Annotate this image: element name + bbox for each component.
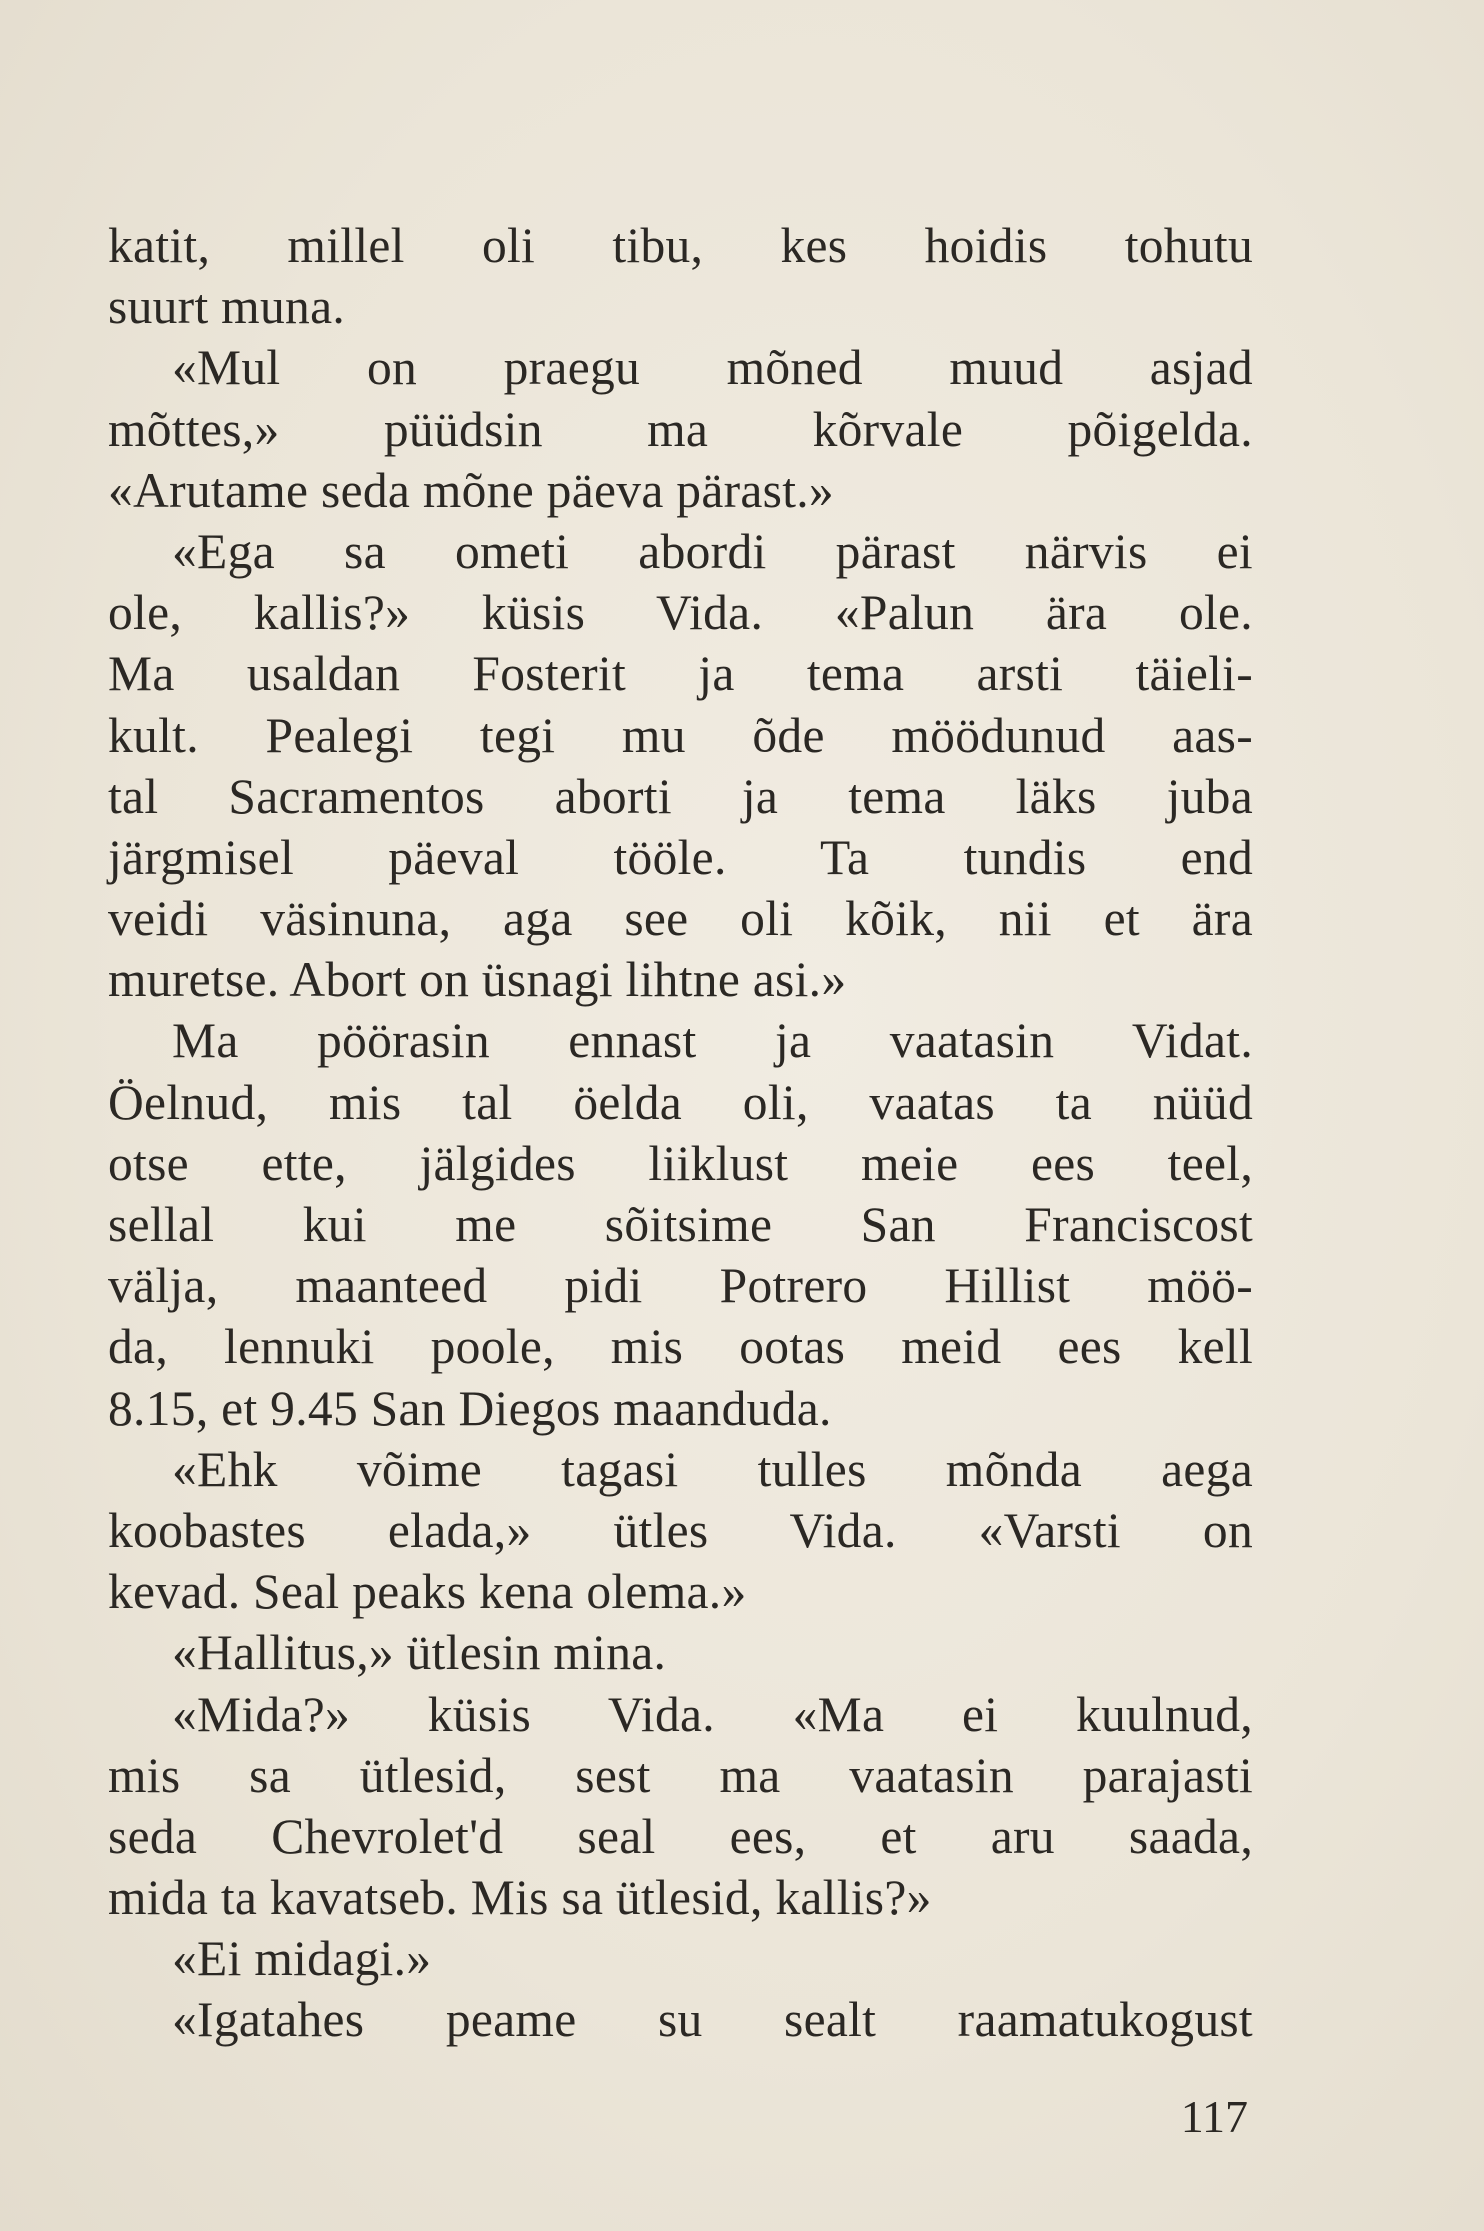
text-line: Öelnud, mis tal öelda oli, vaatas ta nüüd — [108, 1074, 1253, 1130]
text-line: sellal kui me sõitsime San Franciscost — [108, 1197, 1253, 1252]
text-line: koobastes elada,» ütles Vida. «Varsti on — [108, 1502, 1253, 1558]
text-line: kult. Pealegi tegi mu õde möödunud aas- — [108, 707, 1253, 763]
text-line: mõttes,» püüdsin ma kõrvale põigelda. — [108, 401, 1253, 457]
text-line: veidi väsinuna, aga see oli kõik, nii et ära — [108, 891, 1253, 947]
text-line: Ma pöörasin ennast ja vaatasin Vidat. — [172, 1013, 1253, 1069]
text-line: «Ega sa ometi abordi pärast närvis ei — [172, 523, 1253, 579]
body-text — [108, 215, 1253, 2051]
text-line: mis sa ütlesid, sest ma vaatasin parajasti — [108, 1747, 1253, 1803]
text-line: kevad. Seal peaks kena olema.» — [108, 1564, 747, 1620]
text-line: «Igatahes peame su sealt raamatukogust — [172, 1992, 1253, 2048]
text-line: järgmisel päeval tööle. Ta tundis end — [108, 829, 1253, 885]
text-line: välja, maanteed pidi Potrero Hillist möö- — [108, 1258, 1253, 1314]
text-line: mida ta kavatseb. Mis sa ütlesid, kallis?» — [108, 1870, 932, 1926]
page-number: 117 — [1180, 2091, 1248, 2142]
text-line: «Ei midagi.» — [172, 1931, 432, 1987]
text-line: muretse. Abort on üsnagi lihtne asi.» — [108, 952, 847, 1008]
text-line: «Arutame seda mõne päeva pärast.» — [108, 462, 834, 518]
text-line: seda Chevrolet'd seal ees, et aru saada, — [108, 1808, 1253, 1864]
text-line: Ma usaldan Fosterit ja tema arsti täieli- — [108, 646, 1253, 702]
text-line: otse ette, jälgides liiklust meie ees teel, — [108, 1135, 1253, 1191]
text-line: «Mida?» küsis Vida. «Ma ei kuulnud, — [172, 1686, 1253, 1742]
text-line: katit, millel oli tibu, kes hoidis tohutu — [108, 218, 1253, 273]
text-line: suurt muna. — [108, 279, 346, 335]
text-line: tal Sacramentos aborti ja tema läks juba — [108, 768, 1253, 824]
text-line: 8.15, et 9.45 San Diegos maanduda. — [108, 1380, 832, 1436]
text-line: «Hallitus,» ütlesin mina. — [172, 1625, 667, 1681]
text-line: da, lennuki poole, mis ootas meid ees kell — [108, 1319, 1253, 1375]
text-line: ole, kallis?» küsis Vida. «Palun ära ole. — [108, 585, 1253, 641]
text-line: «Ehk võime tagasi tulles mõnda aega — [172, 1441, 1253, 1497]
text-line: «Mul on praegu mõned muud asjad — [172, 340, 1253, 396]
